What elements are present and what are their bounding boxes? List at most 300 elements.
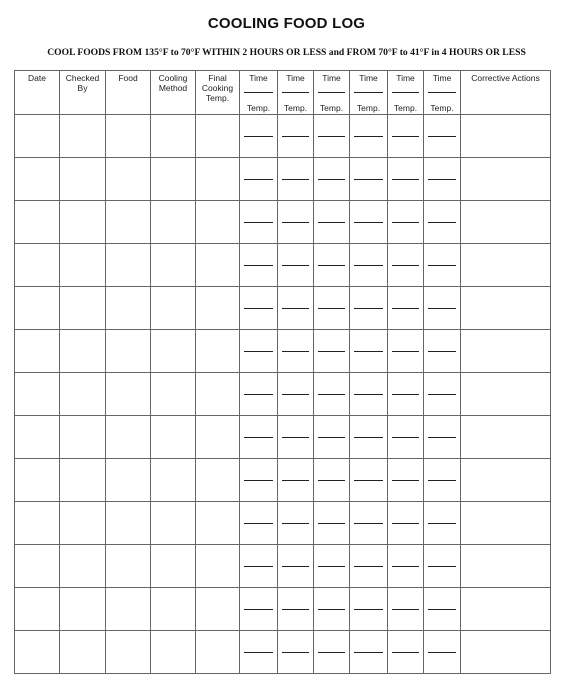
time-temp-entry xyxy=(350,201,387,243)
column-header-checked-by xyxy=(60,71,106,115)
entry-line xyxy=(244,437,273,438)
time-temp-entry xyxy=(278,631,313,673)
cooling-method-cell[interactable] xyxy=(151,201,196,244)
log-row xyxy=(15,373,551,416)
time-temp-entry xyxy=(278,502,313,544)
time-temp-cell[interactable] xyxy=(240,201,278,244)
entry-line xyxy=(392,222,419,223)
time-temp-cell[interactable] xyxy=(424,416,461,459)
entry-line xyxy=(244,265,273,266)
time-temp-cell[interactable] xyxy=(388,416,424,459)
time-temp-cell[interactable] xyxy=(314,416,350,459)
time-temp-cell[interactable] xyxy=(388,115,424,158)
time-temp-cell[interactable] xyxy=(278,502,314,545)
entry-line xyxy=(428,566,456,567)
time-temp-cell[interactable] xyxy=(314,244,350,287)
log-row xyxy=(15,287,551,330)
time-temp-cell[interactable] xyxy=(424,115,461,158)
time-label: Time xyxy=(396,73,415,83)
time-temp-cell[interactable] xyxy=(424,588,461,631)
final-cooking-temp-cell[interactable] xyxy=(196,502,240,545)
time-temp-cell[interactable] xyxy=(278,631,314,674)
time-temp-entry xyxy=(424,459,460,501)
checked-by-cell[interactable] xyxy=(60,459,106,502)
time-temp-cell[interactable] xyxy=(388,330,424,373)
date-cell[interactable] xyxy=(15,588,60,631)
time-label: Time xyxy=(249,73,268,83)
time-temp-entry xyxy=(240,416,277,458)
column-header-time-temp xyxy=(278,71,314,115)
time-entry-line xyxy=(392,92,419,93)
entry-line xyxy=(428,179,456,180)
cooling-method-cell[interactable] xyxy=(151,158,196,201)
time-temp-entry xyxy=(388,201,423,243)
checked-by-cell[interactable] xyxy=(60,115,106,158)
time-temp-entry xyxy=(278,244,313,286)
time-temp-cell[interactable] xyxy=(424,158,461,201)
entry-line xyxy=(428,394,456,395)
time-temp-entry xyxy=(240,459,277,501)
date-cell[interactable] xyxy=(15,502,60,545)
time-temp-entry xyxy=(278,588,313,630)
time-temp-entry xyxy=(240,115,277,157)
checked-by-cell[interactable] xyxy=(60,158,106,201)
time-temp-entry xyxy=(240,201,277,243)
time-temp-entry xyxy=(278,416,313,458)
food-cell[interactable] xyxy=(106,244,151,287)
time-temp-entry xyxy=(350,287,387,329)
time-temp-cell[interactable] xyxy=(350,287,388,330)
corrective-actions-cell[interactable] xyxy=(461,459,551,502)
entry-line xyxy=(282,480,309,481)
time-temp-cell[interactable] xyxy=(240,459,278,502)
entry-line xyxy=(318,652,345,653)
checked-by-cell[interactable] xyxy=(60,502,106,545)
column-header-final-cooking-temp xyxy=(196,71,240,115)
entry-line xyxy=(392,179,419,180)
entry-line xyxy=(354,652,383,653)
time-temp-entry xyxy=(424,287,460,329)
time-temp-entry xyxy=(240,244,277,286)
final-cooking-temp-cell[interactable] xyxy=(196,115,240,158)
corrective-actions-cell[interactable] xyxy=(461,287,551,330)
time-temp-cell[interactable] xyxy=(388,158,424,201)
date-cell[interactable] xyxy=(15,201,60,244)
entry-line xyxy=(282,351,309,352)
entry-line xyxy=(354,566,383,567)
time-temp-entry xyxy=(240,588,277,630)
time-temp-cell[interactable] xyxy=(314,158,350,201)
temp-label: Temp. xyxy=(430,103,454,113)
checked-by-cell[interactable] xyxy=(60,545,106,588)
time-temp-entry xyxy=(240,545,277,587)
time-temp-cell[interactable] xyxy=(388,631,424,674)
cooling-method-cell[interactable] xyxy=(151,631,196,674)
cooling-method-cell[interactable] xyxy=(151,588,196,631)
time-temp-entry xyxy=(388,459,423,501)
corrective-actions-cell[interactable] xyxy=(461,115,551,158)
entry-line xyxy=(282,394,309,395)
final-cooking-temp-cell[interactable] xyxy=(196,244,240,287)
time-temp-entry xyxy=(388,244,423,286)
time-temp-cell[interactable] xyxy=(424,330,461,373)
time-entry-line xyxy=(354,92,383,93)
time-temp-entry xyxy=(350,588,387,630)
corrective-actions-cell[interactable] xyxy=(461,330,551,373)
entry-line xyxy=(428,437,456,438)
time-temp-entry xyxy=(278,115,313,157)
final-cooking-temp-cell[interactable] xyxy=(196,631,240,674)
entry-line xyxy=(354,179,383,180)
food-cell[interactable] xyxy=(106,545,151,588)
time-temp-cell[interactable] xyxy=(278,588,314,631)
column-header-time-temp xyxy=(424,71,461,115)
time-temp-cell[interactable] xyxy=(278,244,314,287)
entry-line xyxy=(282,437,309,438)
time-temp-cell[interactable] xyxy=(424,631,461,674)
time-temp-cell[interactable] xyxy=(424,201,461,244)
date-cell[interactable] xyxy=(15,459,60,502)
date-cell[interactable] xyxy=(15,416,60,459)
time-temp-entry xyxy=(350,330,387,372)
time-temp-cell[interactable] xyxy=(314,545,350,588)
log-row xyxy=(15,330,551,373)
final-cooking-temp-cell[interactable] xyxy=(196,545,240,588)
date-cell[interactable] xyxy=(15,287,60,330)
time-temp-cell[interactable] xyxy=(424,545,461,588)
time-temp-entry xyxy=(350,158,387,200)
time-temp-cell[interactable] xyxy=(388,287,424,330)
time-temp-entry xyxy=(424,201,460,243)
date-cell[interactable] xyxy=(15,115,60,158)
time-temp-entry xyxy=(314,330,349,372)
corrective-actions-cell[interactable] xyxy=(461,502,551,545)
cooling-method-cell[interactable] xyxy=(151,545,196,588)
cooling-method-cell[interactable] xyxy=(151,373,196,416)
log-row xyxy=(15,115,551,158)
food-cell[interactable] xyxy=(106,416,151,459)
final-cooking-temp-cell[interactable] xyxy=(196,588,240,631)
time-temp-cell[interactable] xyxy=(314,115,350,158)
checked-by-cell[interactable] xyxy=(60,244,106,287)
checked-by-cell[interactable] xyxy=(60,631,106,674)
time-temp-cell[interactable] xyxy=(278,416,314,459)
food-cell[interactable] xyxy=(106,459,151,502)
time-temp-cell[interactable] xyxy=(314,330,350,373)
entry-line xyxy=(318,265,345,266)
cooling-method-cell[interactable] xyxy=(151,416,196,459)
time-temp-cell[interactable] xyxy=(388,588,424,631)
time-temp-cell[interactable] xyxy=(240,545,278,588)
entry-line xyxy=(428,351,456,352)
food-cell[interactable] xyxy=(106,330,151,373)
time-temp-cell[interactable] xyxy=(314,459,350,502)
entry-line xyxy=(392,609,419,610)
time-temp-entry xyxy=(314,115,349,157)
entry-line xyxy=(392,437,419,438)
time-temp-header xyxy=(240,71,277,114)
time-temp-entry xyxy=(350,459,387,501)
entry-line xyxy=(318,523,345,524)
time-temp-cell[interactable] xyxy=(314,287,350,330)
entry-line xyxy=(244,480,273,481)
corrective-actions-cell[interactable] xyxy=(461,588,551,631)
time-temp-cell[interactable] xyxy=(278,201,314,244)
time-temp-cell[interactable] xyxy=(240,158,278,201)
time-entry-line xyxy=(318,92,345,93)
date-cell[interactable] xyxy=(15,373,60,416)
entry-line xyxy=(244,222,273,223)
time-temp-cell[interactable] xyxy=(278,459,314,502)
time-temp-cell[interactable] xyxy=(278,115,314,158)
entry-line xyxy=(318,136,345,137)
corrective-actions-cell[interactable] xyxy=(461,201,551,244)
time-temp-cell[interactable] xyxy=(424,373,461,416)
time-temp-cell[interactable] xyxy=(278,545,314,588)
food-cell[interactable] xyxy=(106,201,151,244)
date-cell[interactable] xyxy=(15,631,60,674)
time-temp-header xyxy=(350,71,387,114)
food-cell[interactable] xyxy=(106,631,151,674)
final-cooking-temp-cell[interactable] xyxy=(196,330,240,373)
time-temp-cell[interactable] xyxy=(314,373,350,416)
entry-line xyxy=(428,136,456,137)
entry-line xyxy=(282,222,309,223)
entry-line xyxy=(244,394,273,395)
time-temp-cell[interactable] xyxy=(424,287,461,330)
time-temp-cell[interactable] xyxy=(388,545,424,588)
entry-line xyxy=(318,566,345,567)
final-cooking-temp-cell[interactable] xyxy=(196,287,240,330)
food-cell[interactable] xyxy=(106,158,151,201)
time-temp-entry xyxy=(350,545,387,587)
time-temp-cell[interactable] xyxy=(314,201,350,244)
time-temp-cell[interactable] xyxy=(350,244,388,287)
time-temp-cell[interactable] xyxy=(240,502,278,545)
time-temp-header xyxy=(314,71,349,114)
cooling-method-cell[interactable] xyxy=(151,459,196,502)
date-cell[interactable] xyxy=(15,330,60,373)
entry-line xyxy=(282,136,309,137)
time-temp-cell[interactable] xyxy=(424,459,461,502)
time-temp-entry xyxy=(278,545,313,587)
time-temp-cell[interactable] xyxy=(350,330,388,373)
time-temp-cell[interactable] xyxy=(240,631,278,674)
time-temp-cell[interactable] xyxy=(388,201,424,244)
time-temp-entry xyxy=(388,502,423,544)
time-temp-entry xyxy=(314,545,349,587)
time-temp-entry xyxy=(278,201,313,243)
time-temp-cell[interactable] xyxy=(388,459,424,502)
entry-line xyxy=(354,394,383,395)
entry-line xyxy=(428,222,456,223)
time-temp-cell[interactable] xyxy=(424,502,461,545)
cooling-method-cell[interactable] xyxy=(151,115,196,158)
food-cell[interactable] xyxy=(106,287,151,330)
checked-by-cell[interactable] xyxy=(60,416,106,459)
time-temp-cell[interactable] xyxy=(278,287,314,330)
food-cell[interactable] xyxy=(106,373,151,416)
entry-line xyxy=(282,308,309,309)
time-temp-entry xyxy=(424,631,460,673)
time-temp-cell[interactable] xyxy=(240,330,278,373)
entry-line xyxy=(282,265,309,266)
final-cooking-temp-cell[interactable] xyxy=(196,416,240,459)
date-cell[interactable] xyxy=(15,545,60,588)
column-header-corrective-actions-label: Corrective Actions xyxy=(471,73,540,83)
time-temp-entry xyxy=(314,158,349,200)
log-row xyxy=(15,545,551,588)
time-temp-cell[interactable] xyxy=(350,631,388,674)
corrective-actions-cell[interactable] xyxy=(461,373,551,416)
log-row xyxy=(15,416,551,459)
time-temp-cell[interactable] xyxy=(240,115,278,158)
column-header-time-temp xyxy=(314,71,350,115)
log-title: COOLING FOOD LOG xyxy=(207,15,366,32)
entry-line xyxy=(244,523,273,524)
time-temp-cell[interactable] xyxy=(240,588,278,631)
entry-line xyxy=(392,308,419,309)
time-temp-cell[interactable] xyxy=(240,244,278,287)
corrective-actions-cell[interactable] xyxy=(461,244,551,287)
time-temp-cell[interactable] xyxy=(388,502,424,545)
time-temp-entry xyxy=(240,631,277,673)
time-label: Time xyxy=(359,73,378,83)
temp-label: Temp. xyxy=(356,103,381,113)
cooling-method-cell[interactable] xyxy=(151,502,196,545)
time-temp-entry xyxy=(240,287,277,329)
entry-line xyxy=(354,265,383,266)
entry-line xyxy=(318,394,345,395)
time-temp-entry xyxy=(424,115,460,157)
time-label: Time xyxy=(432,73,452,83)
time-temp-cell[interactable] xyxy=(278,373,314,416)
entry-line xyxy=(244,652,273,653)
time-temp-cell[interactable] xyxy=(350,545,388,588)
time-temp-cell[interactable] xyxy=(350,158,388,201)
entry-line xyxy=(244,566,273,567)
time-temp-cell[interactable] xyxy=(350,201,388,244)
column-header-date xyxy=(15,71,60,115)
time-temp-entry xyxy=(388,631,423,673)
time-temp-cell[interactable] xyxy=(314,502,350,545)
temp-label: Temp. xyxy=(246,103,271,113)
time-temp-entry xyxy=(424,244,460,286)
entry-line xyxy=(428,480,456,481)
time-temp-entry xyxy=(240,158,277,200)
corrective-actions-cell[interactable] xyxy=(461,158,551,201)
entry-line xyxy=(244,136,273,137)
time-temp-cell[interactable] xyxy=(350,115,388,158)
time-temp-header xyxy=(278,71,313,114)
column-header-time-temp xyxy=(388,71,424,115)
entry-line xyxy=(354,609,383,610)
log-row xyxy=(15,459,551,502)
time-temp-cell[interactable] xyxy=(350,416,388,459)
cooling-method-cell[interactable] xyxy=(151,287,196,330)
corrective-actions-cell[interactable] xyxy=(461,416,551,459)
entry-line xyxy=(282,609,309,610)
food-cell[interactable] xyxy=(106,588,151,631)
entry-line xyxy=(318,609,345,610)
time-temp-entry xyxy=(278,330,313,372)
time-temp-cell[interactable] xyxy=(314,588,350,631)
column-header-time-temp xyxy=(240,71,278,115)
entry-line xyxy=(392,652,419,653)
time-temp-cell[interactable] xyxy=(350,459,388,502)
entry-line xyxy=(428,523,456,524)
entry-line xyxy=(354,222,383,223)
time-temp-cell[interactable] xyxy=(278,158,314,201)
column-header-cooling-method-label: Cooling Method xyxy=(158,73,188,93)
entry-line xyxy=(244,308,273,309)
time-temp-entry xyxy=(424,416,460,458)
time-temp-cell[interactable] xyxy=(314,631,350,674)
time-temp-entry xyxy=(314,502,349,544)
checked-by-cell[interactable] xyxy=(60,287,106,330)
checked-by-cell[interactable] xyxy=(60,588,106,631)
entry-line xyxy=(318,437,345,438)
cooling-method-cell[interactable] xyxy=(151,244,196,287)
time-temp-cell[interactable] xyxy=(424,244,461,287)
time-temp-cell[interactable] xyxy=(388,244,424,287)
checked-by-cell[interactable] xyxy=(60,330,106,373)
checked-by-cell[interactable] xyxy=(60,201,106,244)
corrective-actions-cell[interactable] xyxy=(461,545,551,588)
entry-line xyxy=(282,523,309,524)
checked-by-cell[interactable] xyxy=(60,373,106,416)
time-temp-cell[interactable] xyxy=(240,416,278,459)
log-row xyxy=(15,502,551,545)
entry-line xyxy=(244,609,273,610)
food-cell[interactable] xyxy=(106,502,151,545)
time-temp-entry xyxy=(240,330,277,372)
date-cell[interactable] xyxy=(15,244,60,287)
time-temp-cell[interactable] xyxy=(240,287,278,330)
time-temp-entry xyxy=(278,459,313,501)
entry-line xyxy=(392,523,419,524)
food-cell[interactable] xyxy=(106,115,151,158)
final-cooking-temp-cell[interactable] xyxy=(196,201,240,244)
final-cooking-temp-cell[interactable] xyxy=(196,158,240,201)
time-temp-entry xyxy=(350,115,387,157)
date-cell[interactable] xyxy=(15,158,60,201)
temp-label: Temp. xyxy=(319,103,344,113)
entry-line xyxy=(428,652,456,653)
final-cooking-temp-cell[interactable] xyxy=(196,373,240,416)
time-temp-cell[interactable] xyxy=(240,373,278,416)
time-temp-cell[interactable] xyxy=(278,330,314,373)
corrective-actions-cell[interactable] xyxy=(461,631,551,674)
entry-line xyxy=(318,480,345,481)
time-temp-cell[interactable] xyxy=(350,588,388,631)
entry-line xyxy=(392,136,419,137)
time-temp-cell[interactable] xyxy=(350,502,388,545)
entry-line xyxy=(318,351,345,352)
entry-line xyxy=(282,652,309,653)
time-temp-header xyxy=(388,71,423,114)
time-temp-cell[interactable] xyxy=(388,373,424,416)
time-temp-entry xyxy=(388,588,423,630)
final-cooking-temp-cell[interactable] xyxy=(196,459,240,502)
time-temp-cell[interactable] xyxy=(350,373,388,416)
entry-line xyxy=(354,480,383,481)
entry-line xyxy=(282,179,309,180)
time-label: Time xyxy=(322,73,341,83)
time-temp-entry xyxy=(350,502,387,544)
temp-label: Temp. xyxy=(283,103,308,113)
cooling-method-cell[interactable] xyxy=(151,330,196,373)
